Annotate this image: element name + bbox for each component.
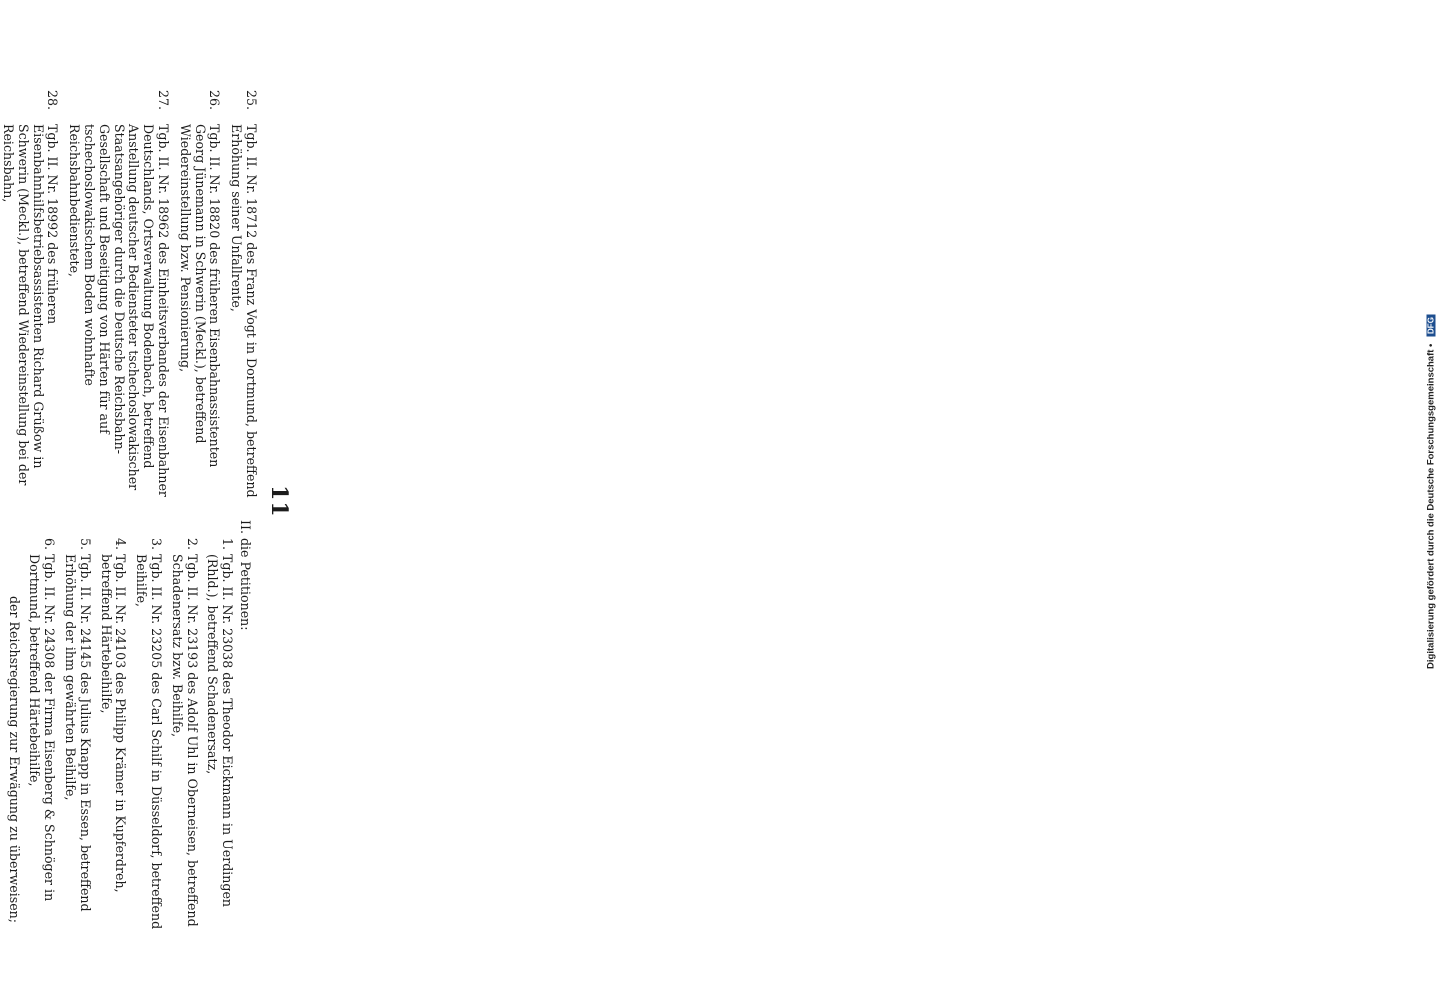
petition-text: Tgb. II. Nr. 18992 des früheren Eisenbahnhilfsbetriebsassistenten Richard Grüßow in Schwerin (Meckl.), betreffend Wiedereinstellung bei der Reichsbahn, xyxy=(1,124,61,486)
petition-item xyxy=(177,90,221,510)
petition-item xyxy=(62,520,92,940)
petition-text: Tgb. II. Nr. 18712 des Franz Vogt in Dortmund, betreffend Erhöhung seiner Unfallrente, xyxy=(229,124,259,498)
petition-text: Tgb. II. Nr. 24308 der Firma Eisenberg & Schnöger in Dortmund, betreffend Härtebeihilfe, xyxy=(27,554,58,902)
page-number: 11 xyxy=(266,485,292,518)
section-II-conclusion: der Reichsregierung zur Erwägung zu überweisen; xyxy=(6,596,22,923)
right-column xyxy=(0,520,258,940)
petition-text: Tgb. II. Nr. 23193 des Adolf Uhl in Oberneisen, betreffend Schadenersatz bzw. Beihilfe, xyxy=(169,554,200,927)
petition-number: 1. xyxy=(220,538,236,551)
petition-number: 5. xyxy=(77,538,93,551)
rotated-page-content xyxy=(0,80,300,930)
petition-number: 6. xyxy=(42,538,58,551)
petition-item xyxy=(0,90,59,510)
petition-text: Tgb. II. Nr. 24145 des Julius Knapp in Essen, betreffend Erhöhung der ihm gewährten Beihilfe, xyxy=(63,554,93,912)
petition-text: Tgb. II. Nr. 23038 des Theodor Eickmann in Uerdingen (Rhld.), betreffend Schadenersatz, xyxy=(205,554,236,908)
petition-item xyxy=(98,520,128,940)
section-II-list xyxy=(27,520,235,940)
petition-text: Tgb. II. Nr. 18820 des früheren Eisenbahnassistenten Georg Jünemann in Schwerin (Meckl.), betreffend Wiedereinstellung bzw. Pensionierung, xyxy=(177,124,223,468)
funding-note-text: Digitalisierung gefördert durch die Deutsche Forschungsgemeinschaft • xyxy=(1425,343,1437,669)
petition-number: 25. xyxy=(244,90,259,111)
petition-number: 28. xyxy=(45,90,61,111)
petition-number: 2. xyxy=(184,538,200,551)
section-II-title: II. die Petitionen: xyxy=(238,520,253,631)
petition-number: 26. xyxy=(207,90,223,111)
left-column xyxy=(0,90,258,510)
dfg-logo: DFG xyxy=(1427,314,1436,337)
petition-item xyxy=(228,90,258,510)
petition-number: 27. xyxy=(156,90,172,111)
petition-item xyxy=(133,520,163,940)
petition-item xyxy=(169,520,199,940)
petition-number: 4. xyxy=(113,538,129,551)
funding-sidebar xyxy=(1421,6,1435,996)
petition-item xyxy=(66,90,170,510)
left-petition-list xyxy=(0,90,258,510)
petition-number: 3. xyxy=(149,538,165,551)
funding-note xyxy=(1426,12,1437,972)
petition-text: Tgb. II. Nr. 18962 des Einheitsverbandes der Eisenbahner Deutschlands, Ortsverwaltung Bodenbach, betreffend Anstellung deutscher Bediensteter tschechoslowakischer Staatsangehöriger durch die Deutsche Reichsbahn-Gesellschaft und Beseitigung von Härten für auf tschechoslowakischem Boden wohnhafte Reichsbahnbedienstete, xyxy=(67,124,172,497)
petition-item xyxy=(205,520,235,940)
petition-item xyxy=(27,520,57,940)
petition-text: Tgb. II. Nr. 24103 des Philipp Krämer in Kupferdreh, betreffend Härtebeihilfe, xyxy=(98,554,129,893)
petition-text: Tgb. II. Nr. 23205 des Carl Schilf in Düsseldorf, betreffend Beihilfe, xyxy=(134,554,165,930)
